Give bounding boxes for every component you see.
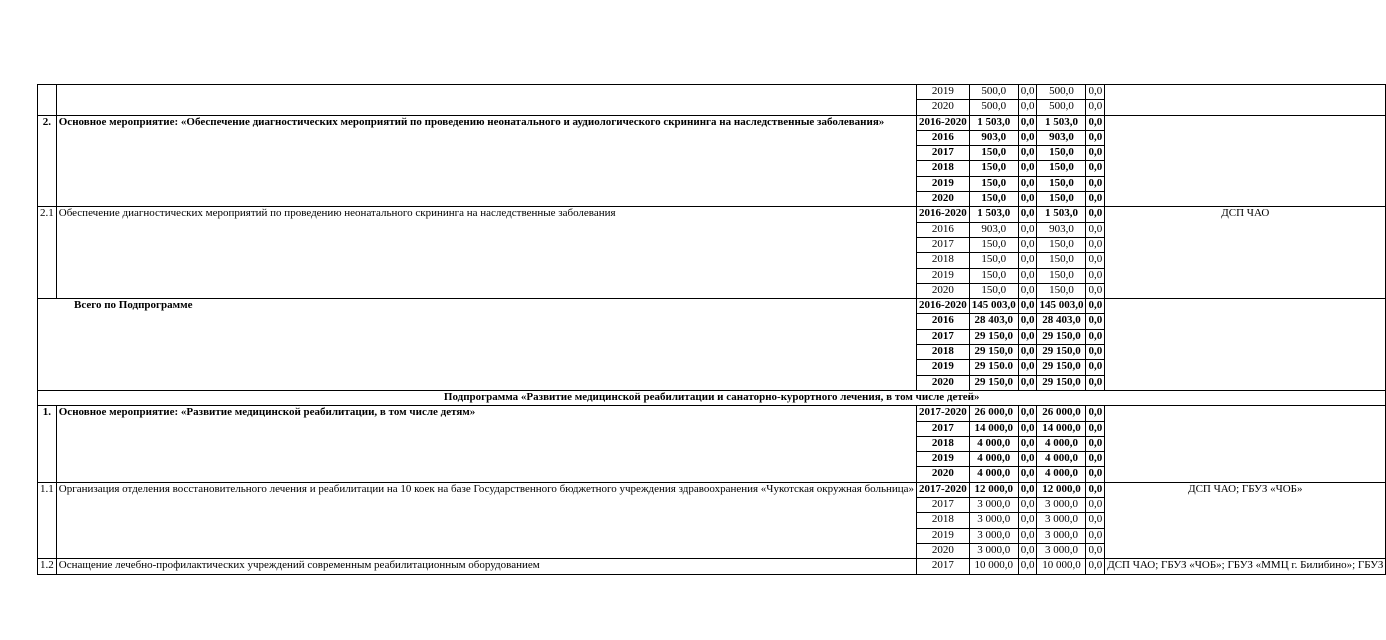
other-sources-cell: 0,0: [1086, 498, 1105, 513]
other-sources-cell: 0,0: [1086, 192, 1105, 207]
year-cell: 2019: [917, 452, 970, 467]
other-sources-cell: 0,0: [1086, 314, 1105, 329]
year-cell: 2018: [917, 513, 970, 528]
total-cell: 4 000,0: [969, 452, 1018, 467]
federal-budget-cell: 0,0: [1018, 207, 1037, 222]
total-cell: 145 003,0: [969, 299, 1018, 314]
executor-cell: ДСП ЧАО; ГБУЗ «ЧОБ»; ГБУЗ «ММЦ г. Билибино»; ГБУЗ: [1105, 559, 1386, 574]
other-sources-cell: 0,0: [1086, 467, 1105, 482]
regional-budget-cell: 500,0: [1037, 85, 1086, 100]
federal-budget-cell: 0,0: [1018, 85, 1037, 100]
regional-budget-cell: 29 150,0: [1037, 360, 1086, 375]
regional-budget-cell: 145 003,0: [1037, 299, 1086, 314]
total-cell: 150,0: [969, 283, 1018, 298]
executor-cell: [1105, 299, 1386, 391]
item-description: Основное мероприятие: «Развитие медицинской реабилитации, в том числе детям»: [56, 406, 916, 482]
year-cell: 2020: [917, 543, 970, 558]
other-sources-cell: 0,0: [1086, 253, 1105, 268]
total-cell: 150,0: [969, 176, 1018, 191]
other-sources-cell: 0,0: [1086, 436, 1105, 451]
total-cell: 10 000,0: [969, 559, 1018, 574]
item-description: [56, 85, 916, 116]
executor-cell: [1105, 406, 1386, 482]
table-body: [38, 85, 1386, 575]
federal-budget-cell: 0,0: [1018, 237, 1037, 252]
total-cell: 150,0: [969, 192, 1018, 207]
year-cell: 2020: [917, 192, 970, 207]
regional-budget-cell: 4 000,0: [1037, 467, 1086, 482]
other-sources-cell: 0,0: [1086, 513, 1105, 528]
total-cell: 29 150,0: [969, 375, 1018, 390]
year-cell: 2017-2020: [917, 406, 970, 421]
year-cell: 2018: [917, 253, 970, 268]
year-cell: 2017: [917, 146, 970, 161]
federal-budget-cell: 0,0: [1018, 436, 1037, 451]
year-cell: 2016: [917, 130, 970, 145]
year-cell: 2016-2020: [917, 299, 970, 314]
year-cell: 2016: [917, 314, 970, 329]
year-cell: 2016-2020: [917, 115, 970, 130]
total-cell: 29 150,0: [969, 329, 1018, 344]
table-row: [38, 85, 1386, 100]
total-cell: 3 000,0: [969, 498, 1018, 513]
total-cell: 3 000,0: [969, 543, 1018, 558]
total-cell: 14 000,0: [969, 421, 1018, 436]
table-row: [38, 115, 1386, 130]
other-sources-cell: 0,0: [1086, 176, 1105, 191]
federal-budget-cell: 0,0: [1018, 528, 1037, 543]
federal-budget-cell: 0,0: [1018, 283, 1037, 298]
total-cell: 903,0: [969, 222, 1018, 237]
item-number: 2.1: [38, 207, 57, 299]
total-cell: 3 000,0: [969, 528, 1018, 543]
other-sources-cell: 0,0: [1086, 360, 1105, 375]
item-number: 1.1: [38, 482, 57, 558]
regional-budget-cell: 3 000,0: [1037, 498, 1086, 513]
federal-budget-cell: 0,0: [1018, 513, 1037, 528]
year-cell: 2018: [917, 345, 970, 360]
year-cell: 2017: [917, 237, 970, 252]
total-cell: 150,0: [969, 161, 1018, 176]
total-cell: 29 150.0: [969, 360, 1018, 375]
other-sources-cell: 0,0: [1086, 237, 1105, 252]
other-sources-cell: 0,0: [1086, 329, 1105, 344]
other-sources-cell: 0,0: [1086, 482, 1105, 497]
item-number: 2.: [38, 115, 57, 207]
total-cell: 500,0: [969, 85, 1018, 100]
total-cell: 26 000,0: [969, 406, 1018, 421]
regional-budget-cell: 500,0: [1037, 100, 1086, 115]
total-cell: 150,0: [969, 237, 1018, 252]
regional-budget-cell: 3 000,0: [1037, 528, 1086, 543]
other-sources-cell: 0,0: [1086, 299, 1105, 314]
subprogram-total-label: Всего по Подпрограмме: [38, 299, 917, 391]
federal-budget-cell: 0,0: [1018, 329, 1037, 344]
total-cell: 1 503,0: [969, 207, 1018, 222]
year-cell: 2019: [917, 360, 970, 375]
year-cell: 2017: [917, 421, 970, 436]
regional-budget-cell: 3 000,0: [1037, 543, 1086, 558]
regional-budget-cell: 4 000,0: [1037, 436, 1086, 451]
table-row: [38, 559, 1386, 574]
other-sources-cell: 0,0: [1086, 421, 1105, 436]
other-sources-cell: 0,0: [1086, 115, 1105, 130]
year-cell: 2017: [917, 559, 970, 574]
total-cell: 903,0: [969, 130, 1018, 145]
regional-budget-cell: 150,0: [1037, 192, 1086, 207]
regional-budget-cell: 903,0: [1037, 130, 1086, 145]
item-description: Обеспечение диагностических мероприятий по проведению неонатального скрининга на наследственные заболевания: [56, 207, 916, 299]
other-sources-cell: 0,0: [1086, 528, 1105, 543]
subprogram-header-row: [38, 390, 1386, 405]
regional-budget-cell: 150,0: [1037, 268, 1086, 283]
other-sources-cell: 0,0: [1086, 161, 1105, 176]
federal-budget-cell: 0,0: [1018, 176, 1037, 191]
regional-budget-cell: 903,0: [1037, 222, 1086, 237]
other-sources-cell: 0,0: [1086, 222, 1105, 237]
federal-budget-cell: 0,0: [1018, 115, 1037, 130]
federal-budget-cell: 0,0: [1018, 375, 1037, 390]
item-number: 1.: [38, 406, 57, 482]
federal-budget-cell: 0,0: [1018, 421, 1037, 436]
year-cell: 2019: [917, 528, 970, 543]
federal-budget-cell: 0,0: [1018, 559, 1037, 574]
other-sources-cell: 0,0: [1086, 452, 1105, 467]
total-cell: 12 000,0: [969, 482, 1018, 497]
regional-budget-cell: 10 000,0: [1037, 559, 1086, 574]
regional-budget-cell: 1 503,0: [1037, 115, 1086, 130]
table-row: [38, 482, 1386, 497]
regional-budget-cell: 3 000,0: [1037, 513, 1086, 528]
item-description: Организация отделения восстановительного лечения и реабилитации на 10 коек на базе Государственного бюджетного учреждения здравоохранения «Чукотская окружная больница»: [56, 482, 916, 558]
item-description: Основное мероприятие: «Обеспечение диагностических мероприятий по проведению неонатального и аудиологического скрининга на наследственные заболевания»: [56, 115, 916, 207]
item-description: Оснащение лечебно-профилактических учреждений современным реабилитационным оборудованием: [56, 559, 916, 574]
federal-budget-cell: 0,0: [1018, 268, 1037, 283]
total-cell: 150,0: [969, 146, 1018, 161]
regional-budget-cell: 26 000,0: [1037, 406, 1086, 421]
other-sources-cell: 0,0: [1086, 85, 1105, 100]
funding-table: [37, 84, 1386, 575]
regional-budget-cell: 150,0: [1037, 283, 1086, 298]
executor-cell: [1105, 115, 1386, 207]
regional-budget-cell: 150,0: [1037, 161, 1086, 176]
year-cell: 2020: [917, 467, 970, 482]
total-cell: 3 000,0: [969, 513, 1018, 528]
other-sources-cell: 0,0: [1086, 543, 1105, 558]
total-cell: 4 000,0: [969, 436, 1018, 451]
item-number: 1.2: [38, 559, 57, 574]
year-cell: 2020: [917, 100, 970, 115]
table-row: [38, 299, 1386, 314]
federal-budget-cell: 0,0: [1018, 192, 1037, 207]
other-sources-cell: 0,0: [1086, 375, 1105, 390]
regional-budget-cell: 4 000,0: [1037, 452, 1086, 467]
executor-cell: ДСП ЧАО: [1105, 207, 1386, 299]
regional-budget-cell: 150,0: [1037, 237, 1086, 252]
executor-cell: ДСП ЧАО; ГБУЗ «ЧОБ»: [1105, 482, 1386, 558]
other-sources-cell: 0,0: [1086, 146, 1105, 161]
regional-budget-cell: 150,0: [1037, 253, 1086, 268]
year-cell: 2019: [917, 85, 970, 100]
regional-budget-cell: 29 150,0: [1037, 345, 1086, 360]
total-cell: 500,0: [969, 100, 1018, 115]
year-cell: 2017-2020: [917, 482, 970, 497]
year-cell: 2018: [917, 161, 970, 176]
item-number: [38, 85, 57, 116]
year-cell: 2016: [917, 222, 970, 237]
total-cell: 1 503,0: [969, 115, 1018, 130]
federal-budget-cell: 0,0: [1018, 345, 1037, 360]
other-sources-cell: 0,0: [1086, 345, 1105, 360]
other-sources-cell: 0,0: [1086, 268, 1105, 283]
regional-budget-cell: 150,0: [1037, 176, 1086, 191]
year-cell: 2019: [917, 268, 970, 283]
year-cell: 2017: [917, 498, 970, 513]
federal-budget-cell: 0,0: [1018, 314, 1037, 329]
other-sources-cell: 0,0: [1086, 406, 1105, 421]
federal-budget-cell: 0,0: [1018, 299, 1037, 314]
federal-budget-cell: 0,0: [1018, 222, 1037, 237]
federal-budget-cell: 0,0: [1018, 406, 1037, 421]
federal-budget-cell: 0,0: [1018, 452, 1037, 467]
executor-cell: [1105, 85, 1386, 116]
federal-budget-cell: 0,0: [1018, 146, 1037, 161]
other-sources-cell: 0,0: [1086, 130, 1105, 145]
federal-budget-cell: 0,0: [1018, 161, 1037, 176]
federal-budget-cell: 0,0: [1018, 498, 1037, 513]
federal-budget-cell: 0,0: [1018, 360, 1037, 375]
other-sources-cell: 0,0: [1086, 283, 1105, 298]
regional-budget-cell: 29 150,0: [1037, 375, 1086, 390]
regional-budget-cell: 14 000,0: [1037, 421, 1086, 436]
federal-budget-cell: 0,0: [1018, 467, 1037, 482]
subprogram-title: Подпрограмма «Развитие медицинской реабилитации и санаторно-курортного лечения, в том числе детей»: [38, 390, 1386, 405]
total-cell: 28 403,0: [969, 314, 1018, 329]
total-cell: 29 150,0: [969, 345, 1018, 360]
year-cell: 2016-2020: [917, 207, 970, 222]
total-cell: 150,0: [969, 268, 1018, 283]
other-sources-cell: 0,0: [1086, 207, 1105, 222]
federal-budget-cell: 0,0: [1018, 543, 1037, 558]
year-cell: 2020: [917, 283, 970, 298]
year-cell: 2017: [917, 329, 970, 344]
year-cell: 2020: [917, 375, 970, 390]
total-cell: 150,0: [969, 253, 1018, 268]
regional-budget-cell: 150,0: [1037, 146, 1086, 161]
other-sources-cell: 0,0: [1086, 559, 1105, 574]
total-cell: 4 000,0: [969, 467, 1018, 482]
federal-budget-cell: 0,0: [1018, 130, 1037, 145]
regional-budget-cell: 28 403,0: [1037, 314, 1086, 329]
federal-budget-cell: 0,0: [1018, 253, 1037, 268]
table-row: [38, 207, 1386, 222]
year-cell: 2019: [917, 176, 970, 191]
regional-budget-cell: 29 150,0: [1037, 329, 1086, 344]
regional-budget-cell: 1 503,0: [1037, 207, 1086, 222]
other-sources-cell: 0,0: [1086, 100, 1105, 115]
year-cell: 2018: [917, 436, 970, 451]
federal-budget-cell: 0,0: [1018, 482, 1037, 497]
table-row: [38, 406, 1386, 421]
federal-budget-cell: 0,0: [1018, 100, 1037, 115]
regional-budget-cell: 12 000,0: [1037, 482, 1086, 497]
